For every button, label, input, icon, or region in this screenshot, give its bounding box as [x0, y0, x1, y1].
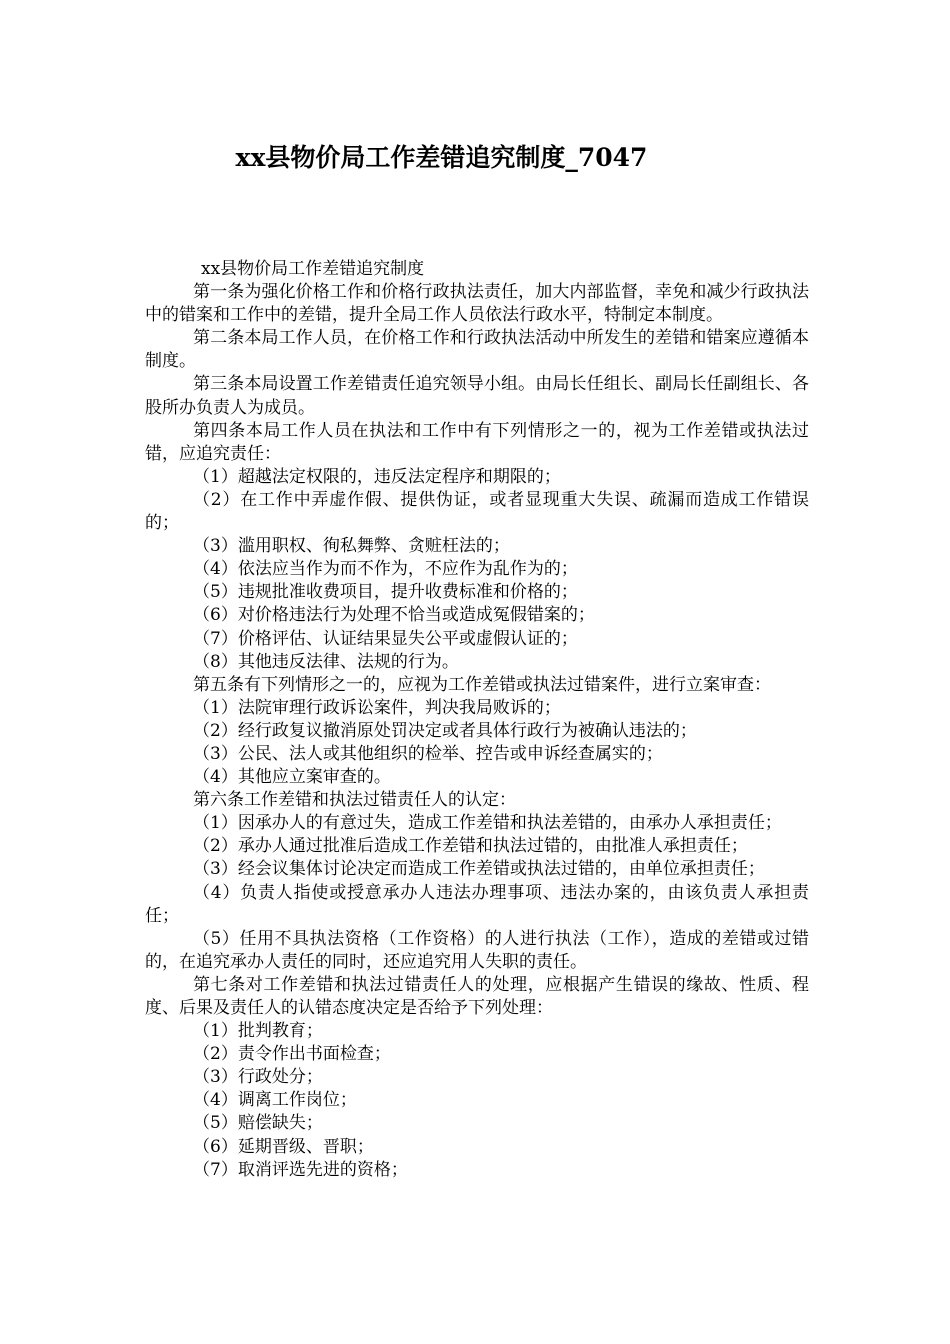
- article-7-item: （5）赔偿缺失；: [193, 1113, 323, 1134]
- article-4-item: （2）在工作中弄虚作假、提供伪证，或者显现重大失误、疏漏而造成工作错误的；: [145, 489, 809, 534]
- article-4-item: （8）其他违反法律、法规的行为。: [193, 651, 459, 672]
- article-5-item: （3）公民、法人或其他组织的检举、控告或申诉经查属实的；: [193, 743, 663, 764]
- article-7-item: （6）延期晋级、晋职；: [193, 1136, 374, 1157]
- article-6-item: （3）经会议集体讨论决定而造成工作差错或执法过错的，由单位承担责任；: [193, 859, 765, 880]
- article-6-item: （5）任用不具执法资格（工作资格）的人进行执法（工作），造成的差错或过错的，在追究承办人责任的同时，还应追究用人失职的责任。: [145, 928, 809, 972]
- article-7-item: （1）批判教育；: [193, 1021, 323, 1042]
- article-7-item: （7）取消评选先进的资格；: [193, 1159, 408, 1180]
- article-5: 第五条有下列情形之一的，应视为工作差错或执法过错案件，进行立案审查：: [193, 674, 771, 695]
- article-7: 第七条对工作差错和执法过错责任人的处理，应根据产生错误的缘故、性质、程度、后果及责任人的认错态度决定是否给予下列处理：: [145, 974, 809, 1018]
- article-2: 第二条本局工作人员，在价格工作和行政执法活动中所发生的差错和错案应遵循本制度。: [145, 328, 809, 372]
- article-4-item: （6）对价格违法行为处理不恰当或造成冤假错案的；: [193, 605, 595, 626]
- article-4-item: （3）滥用职权、徇私舞弊、贪赃枉法的；: [193, 536, 510, 557]
- article-6: 第六条工作差错和执法过错责任人的认定：: [193, 790, 516, 811]
- article-6-item: （4）负责人指使或授意承办人违法办理事项、违法办案的，由该负责人承担责任；: [145, 882, 809, 926]
- article-4-item: （7）价格评估、认证结果显失公平或虚假认证的；: [193, 628, 578, 649]
- article-7-item: （2）责令作出书面检查；: [193, 1044, 391, 1065]
- article-4: 第四条本局工作人员在执法和工作中有下列情形之一的，视为工作差错或执法过错，应追究责任：: [145, 420, 809, 464]
- article-5-item: （4）其他应立案审查的。: [193, 767, 391, 788]
- article-7-item: （3）行政处分；: [193, 1067, 323, 1088]
- document-title: xx县物价局工作差错追究制度_7047: [235, 143, 648, 172]
- article-5-item: （1）法院审理行政诉讼案件，判决我局败诉的；: [193, 697, 561, 718]
- article-6-item: （1）因承办人的有意过失，造成工作差错和执法差错的，由承办人承担责任；: [193, 813, 782, 834]
- article-4-item: （4）依法应当作为而不作为，不应作为乱作为的；: [193, 559, 578, 580]
- article-1: 第一条为强化价格工作和价格行政执法责任，加大内部监督，幸免和减少行政执法中的错案和工作中的差错，提升全局工作人员依法行政水平，特制定本制度。: [145, 282, 809, 326]
- article-6-item: （2）承办人通过批准后造成工作差错和执法过错的，由批准人承担责任；: [193, 836, 748, 857]
- document-body: [145, 258, 809, 1182]
- article-4-item: （5）违规批准收费项目，提升收费标准和价格的；: [193, 582, 578, 603]
- article-3: 第三条本局设置工作差错责任追究领导小组。由局长任组长、副局长任副组长、各股所办负责人为成员。: [145, 374, 809, 418]
- article-5-item: （2）经行政复议撤消原处罚决定或者具体行政行为被确认违法的；: [193, 720, 697, 741]
- article-7-item: （4）调离工作岗位；: [193, 1090, 357, 1111]
- article-4-item: （1）超越法定权限的，违反法定程序和期限的；: [193, 466, 561, 487]
- document-subtitle: xx县物价局工作差错追究制度: [201, 259, 425, 279]
